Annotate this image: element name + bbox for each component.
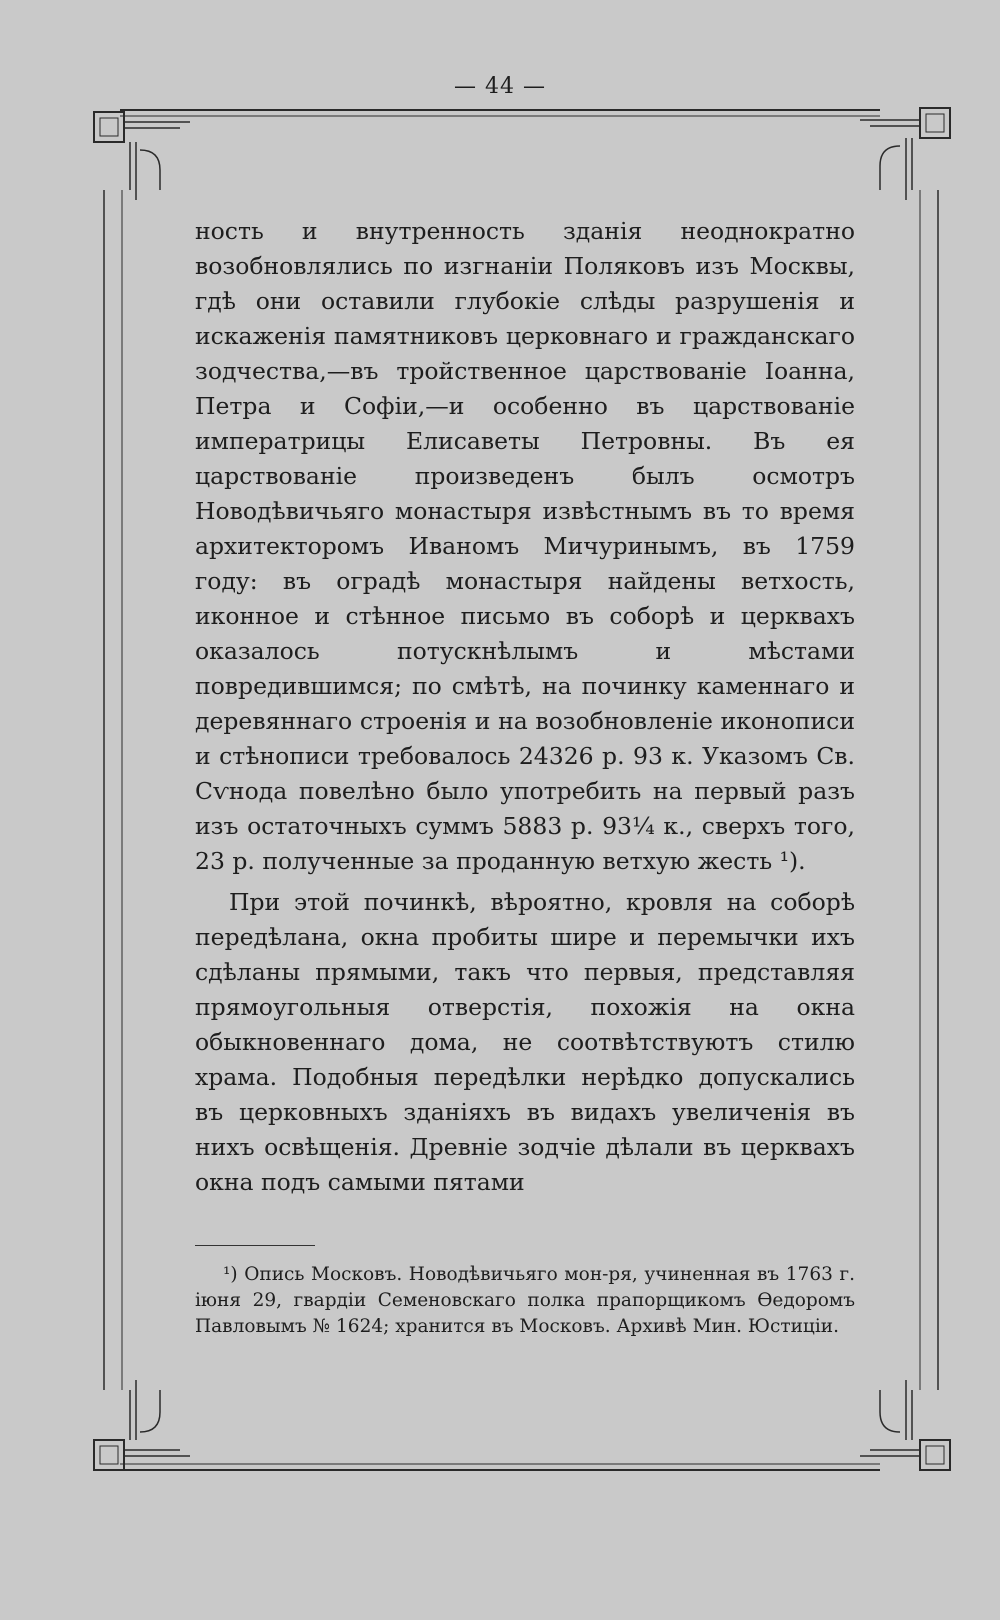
paragraph-1: ность и внутренность зданія неоднократно возобновлялись по изгнаніи Поляковъ изъ Москвы, гдѣ они оставили глубокіе слѣды разрушенія и искаженія памятниковъ церковнаго и гражданскаго зодчества,—въ тройственное царствованіе Іоанна, Петра и Софіи,—и особенно въ царствованіе императрицы Елисаветы Петровны. Въ ея царствованіе произведенъ былъ осмотръ Новодѣвичьяго монастыря извѣстнымъ въ то время архитекторомъ Иваномъ Мичуринымъ, въ 1759 году: въ оградѣ монастыря найдены ветхость, иконное и стѣнное письмо въ соборѣ и церквахъ оказалось потускнѣлымъ и мѣстами повредившимся; по смѣтѣ, на починку каменнаго и деревяннаго строенія и на возобновленіе иконописи и стѣнописи требовалось 24326 р. 93 к. Указомъ Св. Сѵнода повелѣно было употребить на первый разъ изъ остаточныхъ суммъ 5883 р. 93¼ к., сверхъ того, 23 р. полученные за проданную ветхую жесть ¹).: [195, 217, 855, 875]
paragraph-2: При этой починкѣ, вѣроятно, кровля на соборѣ передѣлана, окна пробиты шире и перемычки ихъ сдѣланы прямыми, такъ что первыя, представляя прямоугольныя отверстія, похожія на окна обыкновеннаго дома, не соотвѣтствуютъ стилю храма. Подобныя передѣлки нерѣдко допускались въ церковныхъ зданіяхъ въ видахъ увеличенія въ нихъ освѣщенія. Древніе зодчіе дѣлали въ церквахъ окна подъ самыми пятами: [195, 888, 855, 1196]
body-text: [195, 214, 855, 1200]
footnote: ¹) Опись Московъ. Новодѣвичьяго мон-ря, учиненная въ 1763 г. іюня 29, гвардіи Семеновскаго полка прапорщикомъ Ѳедоромъ Павловымъ № 1624; хранится въ Московъ. Архивѣ Мин. Юстиціи.: [195, 1264, 855, 1337]
page-number: — 44 —: [454, 74, 546, 99]
footnote-divider: [195, 1245, 315, 1246]
